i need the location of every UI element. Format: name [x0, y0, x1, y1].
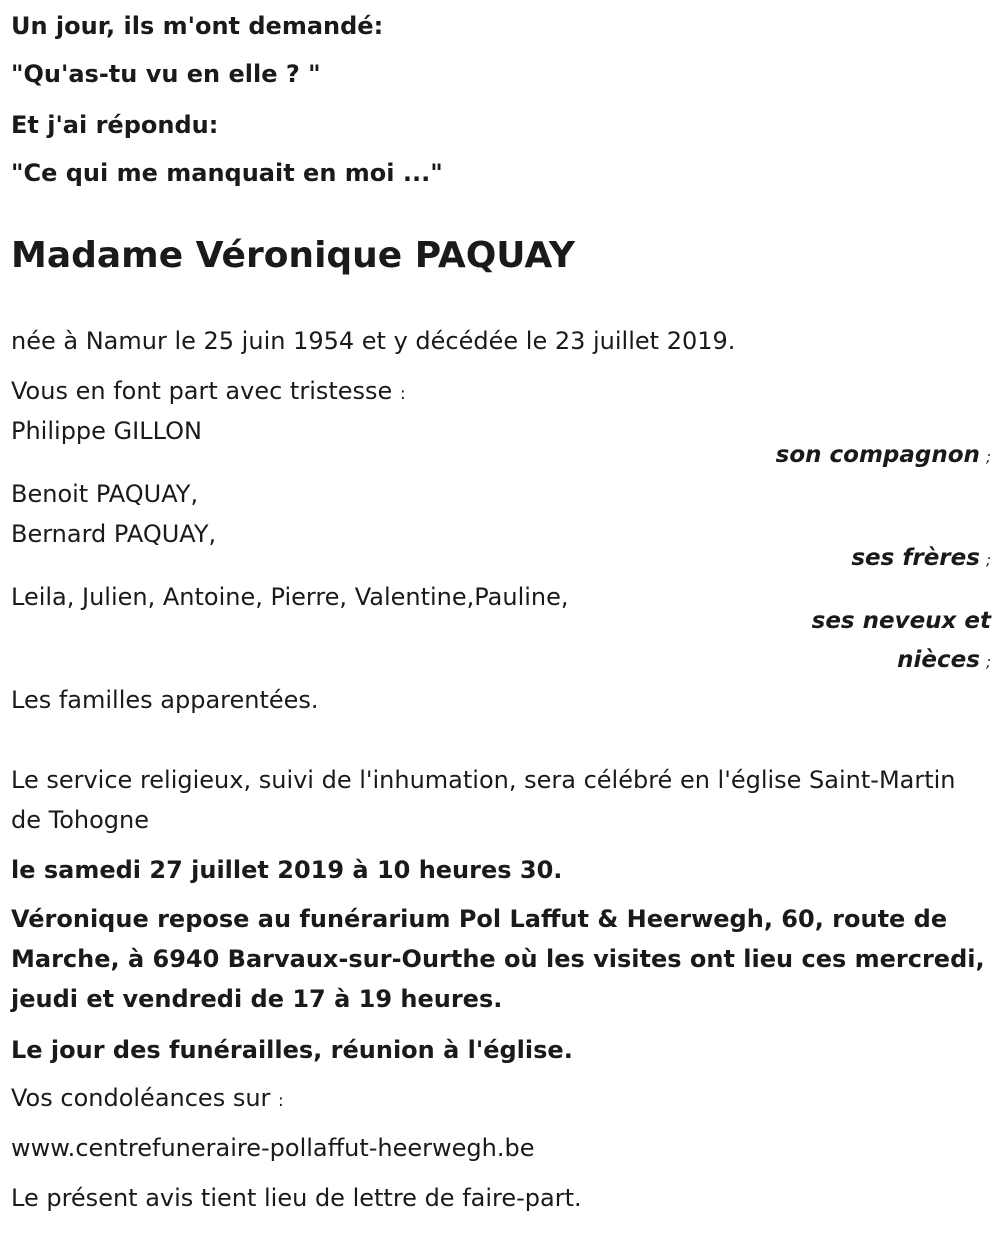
companion-relation: [776, 440, 991, 472]
companion-name: Philippe GILLON: [11, 417, 202, 445]
condolences-label-colon: :: [278, 1091, 284, 1111]
quote-line-4: "Ce qui me manquait en moi ...": [11, 159, 443, 187]
condolences-label: [11, 1083, 284, 1116]
brother-name-2: Bernard PAQUAY,: [11, 520, 217, 548]
relatives-line: Les familles apparentées.: [11, 686, 319, 714]
condolences-website[interactable]: www.centrefuneraire-pollaffut-heerwegh.be: [11, 1134, 535, 1162]
brother-name-1: Benoit PAQUAY,: [11, 480, 199, 508]
nephews-names: Leila, Julien, Antoine, Pierre, Valentine,Pauline,: [11, 583, 569, 611]
condolences-label-text: Vos condoléances sur: [11, 1084, 271, 1112]
visitation-details: Véronique repose au funérarium Pol Laffut & Heerwegh, 60, route de Marche, à 6940 Barvaux-sur-Ourthe où les visites ont lieu ces mercredi, jeudi et vendredi de 17 à 19 heures.: [11, 905, 985, 1013]
announcement-intro-colon: :: [399, 384, 406, 404]
announcement-intro-text: Vous en font part avec tristesse: [11, 377, 393, 405]
service-datetime: le samedi 27 juillet 2019 à 10 heures 30.: [11, 856, 563, 884]
birth-death-dates: née à Namur le 25 juin 1954 et y décédée le 23 juillet 2019.: [11, 327, 736, 355]
faire-part-notice: Le présent avis tient lieu de lettre de faire-part.: [11, 1184, 582, 1212]
nephews-relation-semicolon: ;: [985, 653, 991, 671]
nephews-relation-line-1: ses neveux et: [811, 608, 991, 634]
nephews-relation-line-2-text: nièces: [897, 647, 980, 673]
deceased-name: Madame Véronique PAQUAY: [11, 235, 575, 276]
service-description: Le service religieux, suivi de l'inhumation, sera célébré en l'église Saint-Martin de Tohogne: [11, 766, 956, 834]
companion-relation-semicolon: ;: [985, 448, 991, 466]
quote-line-3: Et j'ai répondu:: [11, 111, 219, 139]
quote-line-2: "Qu'as-tu vu en elle ? ": [11, 60, 321, 88]
announcement-intro: [11, 376, 406, 409]
nephews-relation-line-2: [897, 645, 991, 677]
brothers-relation-text: ses frères: [851, 545, 980, 571]
brothers-relation-semicolon: ;: [985, 551, 991, 569]
brothers-relation: [851, 543, 991, 575]
companion-relation-text: son compagnon: [775, 442, 980, 468]
meeting-info: Le jour des funérailles, réunion à l'église.: [11, 1036, 573, 1064]
quote-line-1: Un jour, ils m'ont demandé:: [11, 12, 384, 40]
